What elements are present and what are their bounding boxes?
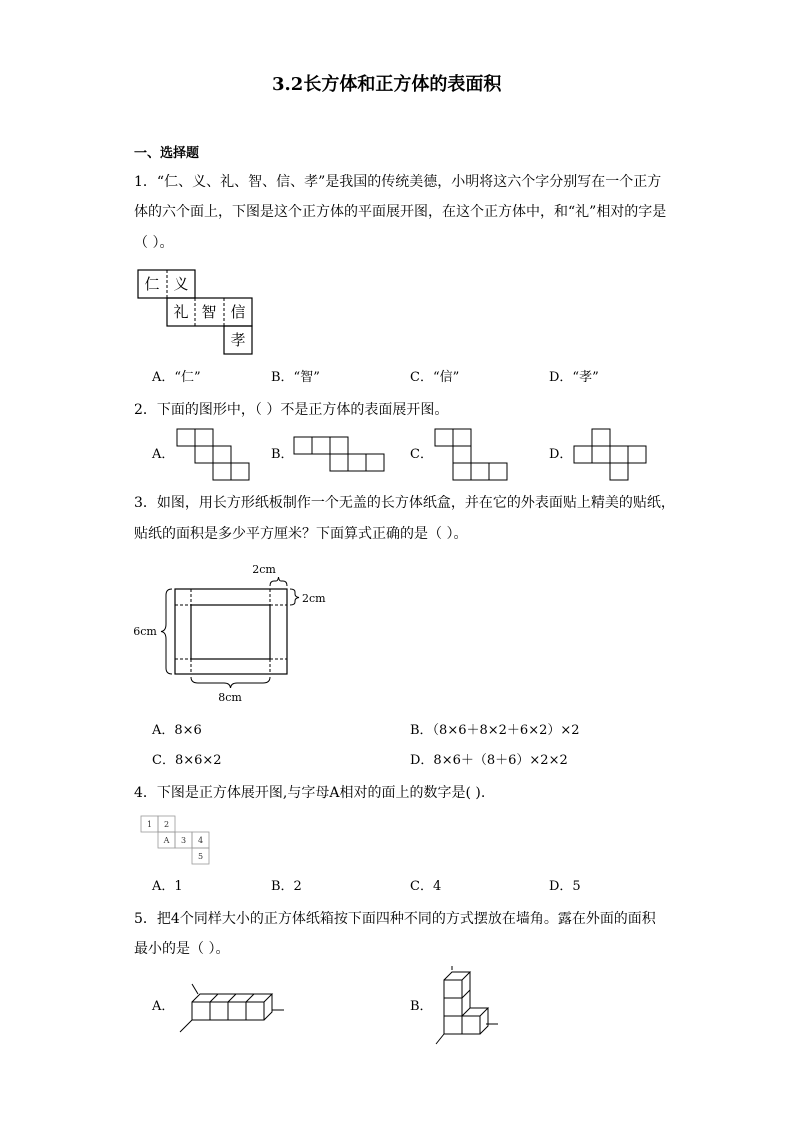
q1-option-c[interactable]: C．“信”: [410, 370, 460, 385]
q1-net-face-2: 义: [173, 275, 189, 293]
q5-arrangement-b: [432, 966, 502, 1048]
q3-option-b[interactable]: B．（8×6＋8×2＋6×2）×2: [410, 723, 580, 738]
q4-option-b[interactable]: B．2: [271, 879, 302, 894]
q1-option-b[interactable]: B．“智”: [271, 370, 320, 385]
section-heading: 一、选择题: [134, 146, 200, 161]
q3-option-a[interactable]: A．8×6: [152, 723, 202, 738]
q4-option-c[interactable]: C．4: [410, 879, 442, 894]
q4-cube-net: [140, 814, 212, 868]
q4-option-a[interactable]: A．1: [152, 879, 183, 894]
q3-option-d[interactable]: D．8×6＋（8＋6）×2×2: [410, 753, 568, 768]
q4-net-face-5: 4: [197, 836, 204, 845]
q5-option-b[interactable]: B．: [410, 999, 433, 1014]
q2-option-d[interactable]: D．: [549, 447, 573, 462]
q4-net-face-1: 1: [146, 820, 153, 829]
q2-text: 2．下面的图形中，（ ）不是正方体的表面展开图。: [134, 402, 449, 418]
q1-option-a[interactable]: A．“仁”: [152, 370, 201, 385]
q1-option-d[interactable]: D．“孝”: [549, 370, 599, 385]
q4-text: 4．下图是正方体展开图,与字母A相对的面上的数字是( ).: [134, 785, 486, 801]
q1-net-face-6: 孝: [230, 331, 246, 349]
q3-line-1: 3．如图，用长方形纸板制作一个无盖的长方体纸盒，并在它的外表面贴上精美的贴纸，: [134, 495, 675, 511]
q3-label-bottom: 8cm: [218, 691, 242, 704]
q5-line-2: 最小的是（ ）。: [134, 941, 230, 957]
q5-arrangement-a: [176, 988, 288, 1036]
q1-net-face-5: 信: [230, 303, 246, 321]
q5-line-1: 5．把4个同样大小的正方体纸箱按下面四种不同的方式摆放在墙角。露在外面的面积: [134, 911, 656, 927]
q2-net-b: [293, 436, 387, 474]
q3-label-top: 2cm: [252, 563, 276, 576]
q2-option-a[interactable]: A．: [152, 447, 175, 462]
page-title: 3.2长方体和正方体的表面积: [272, 74, 502, 95]
q1-cube-net: [137, 268, 257, 358]
q3-option-c[interactable]: C．8×6×2: [152, 753, 222, 768]
q1-net-face-1: 仁: [144, 275, 160, 293]
q1-line-1: 1．“仁、义、礼、智、信、孝”是我国的传统美德，小明将这六个字分别写在一个正方: [134, 174, 662, 190]
q5-option-a[interactable]: A．: [152, 999, 175, 1014]
q3-line-2: 贴纸的面积是多少平方厘米？下面算式正确的是（ ）。: [134, 526, 468, 542]
q2-option-c[interactable]: C．: [410, 447, 433, 462]
q1-net-face-4: 智: [201, 303, 217, 321]
q4-net-face-2: 2: [163, 820, 170, 829]
q4-net-face-3: A: [163, 836, 170, 845]
q2-net-c: [434, 428, 508, 484]
q2-net-a: [176, 428, 250, 484]
q2-net-d: [573, 428, 649, 484]
q1-net-face-3: 礼: [173, 303, 189, 321]
q4-net-face-4: 3: [180, 836, 187, 845]
q1-line-2: 体的六个面上，下图是这个正方体的平面展开图，在这个正方体中，和“礼”相对的字是: [134, 204, 667, 220]
q3-box-diagram: [130, 560, 330, 708]
q3-label-left: 6cm: [133, 625, 157, 638]
q3-label-right: 2cm: [302, 592, 326, 605]
q2-option-b[interactable]: B．: [271, 447, 294, 462]
q1-line-3: （ ）。: [134, 235, 174, 251]
q4-option-d[interactable]: D．5: [549, 879, 581, 894]
q4-net-face-6: 5: [197, 852, 204, 861]
